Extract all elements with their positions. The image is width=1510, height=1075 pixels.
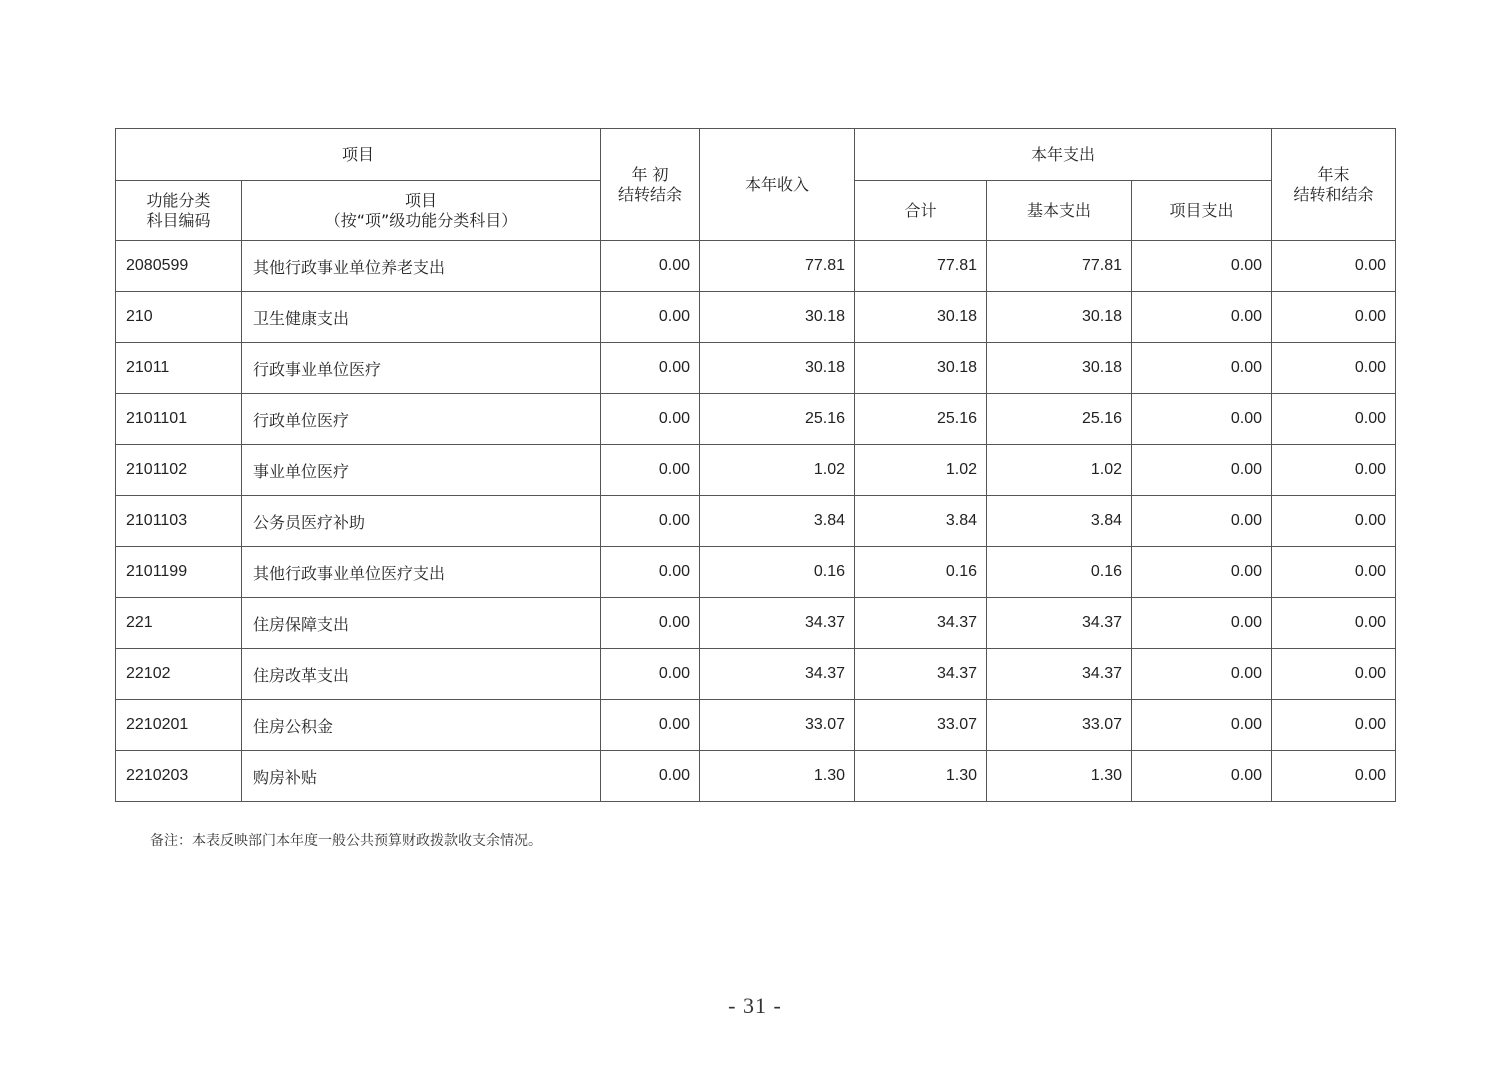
cell-basic: 77.81 [987,241,1132,292]
cell-name: 行政单位医疗 [242,394,601,445]
cell-total: 25.16 [855,394,987,445]
cell-income: 30.18 [700,292,855,343]
cell-basic: 33.07 [987,700,1132,751]
cell-name: 其他行政事业单位养老支出 [242,241,601,292]
cell-project: 0.00 [1132,547,1272,598]
cell-project: 0.00 [1132,496,1272,547]
cell-end: 0.00 [1272,649,1396,700]
cell-begin: 0.00 [601,292,700,343]
cell-basic: 1.02 [987,445,1132,496]
cell-code: 2101102 [116,445,242,496]
cell-project: 0.00 [1132,598,1272,649]
cell-basic: 0.16 [987,547,1132,598]
page-number: - 31 - [728,993,782,1018]
header-income: 本年收入 [700,129,855,241]
budget-table [115,128,1396,802]
header-func-code-line1: 功能分类 [146,190,211,210]
cell-begin: 0.00 [601,445,700,496]
cell-total: 33.07 [855,700,987,751]
cell-end: 0.00 [1272,445,1396,496]
header-item [242,181,601,241]
budget-table-container [115,128,1395,802]
cell-code: 2101199 [116,547,242,598]
cell-name: 住房公积金 [242,700,601,751]
cell-total: 1.30 [855,751,987,802]
cell-end: 0.00 [1272,547,1396,598]
header-begin-balance-line2: 结转结余 [618,184,683,204]
cell-code: 2101101 [116,394,242,445]
cell-name: 购房补贴 [242,751,601,802]
cell-end: 0.00 [1272,751,1396,802]
cell-begin: 0.00 [601,598,700,649]
cell-total: 1.02 [855,445,987,496]
cell-name: 事业单位医疗 [242,445,601,496]
table-row [116,241,1396,292]
table-row [116,700,1396,751]
cell-end: 0.00 [1272,241,1396,292]
cell-project: 0.00 [1132,700,1272,751]
table-row [116,547,1396,598]
cell-total: 0.16 [855,547,987,598]
header-end-balance-line2: 结转和结余 [1293,184,1374,204]
cell-project: 0.00 [1132,241,1272,292]
cell-begin: 0.00 [601,241,700,292]
cell-income: 77.81 [700,241,855,292]
header-total: 合计 [855,181,987,241]
cell-end: 0.00 [1272,343,1396,394]
cell-begin: 0.00 [601,394,700,445]
cell-begin: 0.00 [601,547,700,598]
cell-code: 2080599 [116,241,242,292]
cell-code: 2210201 [116,700,242,751]
cell-code: 221 [116,598,242,649]
cell-basic: 30.18 [987,343,1132,394]
cell-name: 其他行政事业单位医疗支出 [242,547,601,598]
cell-total: 34.37 [855,649,987,700]
header-item-line1: 项目 [405,190,438,210]
cell-project: 0.00 [1132,343,1272,394]
header-func-code [116,181,242,241]
header-project: 项目 [116,129,601,181]
cell-begin: 0.00 [601,343,700,394]
cell-income: 1.02 [700,445,855,496]
cell-begin: 0.00 [601,649,700,700]
cell-income: 25.16 [700,394,855,445]
cell-income: 34.37 [700,598,855,649]
cell-code: 210 [116,292,242,343]
cell-end: 0.00 [1272,292,1396,343]
cell-begin: 0.00 [601,496,700,547]
cell-name: 卫生健康支出 [242,292,601,343]
cell-name: 公务员医疗补助 [242,496,601,547]
cell-basic: 30.18 [987,292,1132,343]
table-note: 备注：本表反映部门本年度一般公共预算财政拨款收支余情况。 [150,833,542,849]
header-end-balance-line1: 年末 [1317,164,1350,184]
cell-total: 30.18 [855,292,987,343]
cell-basic: 1.30 [987,751,1132,802]
cell-total: 3.84 [855,496,987,547]
table-row [116,343,1396,394]
cell-project: 0.00 [1132,751,1272,802]
cell-basic: 3.84 [987,496,1132,547]
header-begin-balance-line1: 年 初 [631,164,669,184]
cell-total: 77.81 [855,241,987,292]
header-item-line2: （按“项”级功能分类科目） [324,210,518,230]
cell-name: 行政事业单位医疗 [242,343,601,394]
cell-code: 22102 [116,649,242,700]
table-row [116,292,1396,343]
cell-end: 0.00 [1272,700,1396,751]
cell-begin: 0.00 [601,751,700,802]
table-row [116,598,1396,649]
cell-income: 0.16 [700,547,855,598]
header-expense: 本年支出 [855,129,1272,181]
cell-project: 0.00 [1132,394,1272,445]
cell-code: 2210203 [116,751,242,802]
header-basic: 基本支出 [987,181,1132,241]
table-row [116,496,1396,547]
cell-end: 0.00 [1272,496,1396,547]
cell-basic: 25.16 [987,394,1132,445]
table-row [116,751,1396,802]
cell-income: 3.84 [700,496,855,547]
cell-project: 0.00 [1132,445,1272,496]
cell-code: 21011 [116,343,242,394]
header-begin-balance [601,129,700,241]
cell-name: 住房保障支出 [242,598,601,649]
cell-total: 34.37 [855,598,987,649]
cell-code: 2101103 [116,496,242,547]
cell-total: 30.18 [855,343,987,394]
header-project-exp: 项目支出 [1132,181,1272,241]
table-row [116,445,1396,496]
header-end-balance [1272,129,1396,241]
cell-begin: 0.00 [601,700,700,751]
cell-income: 30.18 [700,343,855,394]
cell-income: 34.37 [700,649,855,700]
header-func-code-line2: 科目编码 [146,210,211,230]
table-row [116,394,1396,445]
cell-basic: 34.37 [987,649,1132,700]
cell-end: 0.00 [1272,394,1396,445]
cell-name: 住房改革支出 [242,649,601,700]
cell-income: 1.30 [700,751,855,802]
cell-project: 0.00 [1132,292,1272,343]
cell-income: 33.07 [700,700,855,751]
table-row [116,649,1396,700]
cell-end: 0.00 [1272,598,1396,649]
cell-basic: 34.37 [987,598,1132,649]
cell-project: 0.00 [1132,649,1272,700]
